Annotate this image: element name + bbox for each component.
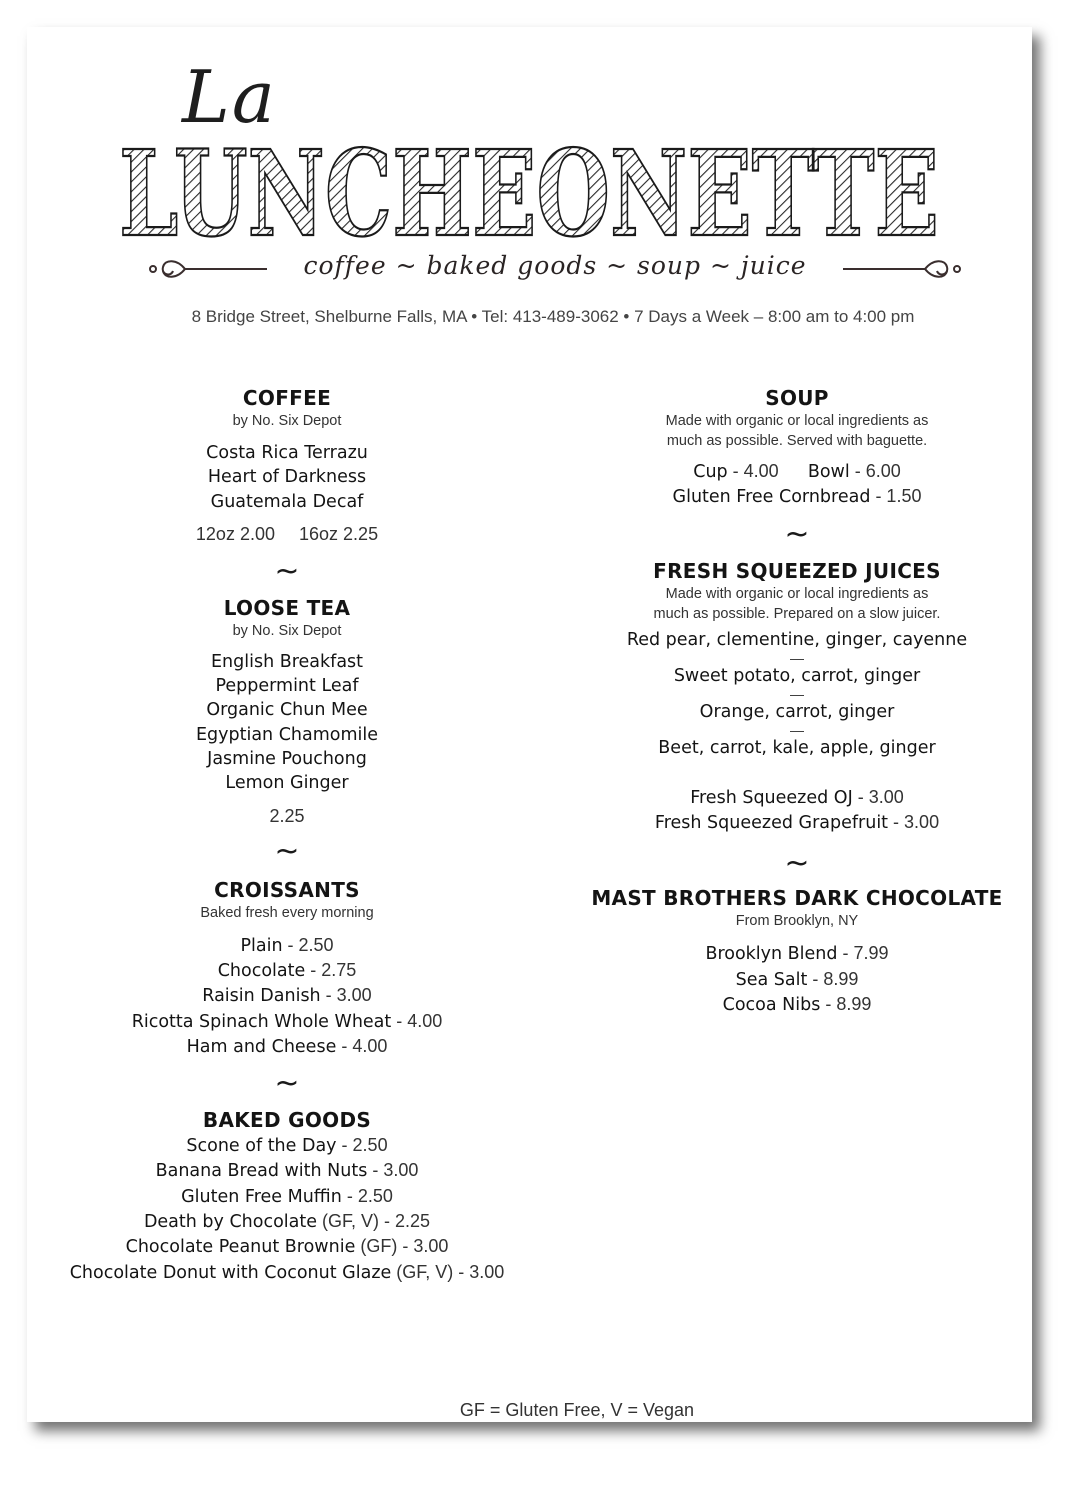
item-name: Death by Chocolate bbox=[143, 1212, 318, 1233]
juices-subtitle-line1: Made with organic or local ingredients as bbox=[665, 585, 929, 602]
item-price: - 2.75 bbox=[305, 959, 357, 980]
cup-label: Cup bbox=[693, 462, 728, 482]
chocolate-item bbox=[567, 941, 1027, 966]
baked-good-item bbox=[57, 1158, 517, 1183]
item-price: - 4.00 bbox=[391, 1010, 443, 1031]
item-name: Raisin Danish bbox=[202, 986, 321, 1007]
baked-good-item bbox=[57, 1260, 517, 1285]
baked-good-item bbox=[57, 1184, 517, 1209]
baked-good-item bbox=[57, 1133, 517, 1158]
section-separator: ~ bbox=[784, 846, 810, 882]
tea-subtitle: by No. Six Depot bbox=[232, 622, 342, 639]
item-price: - 3.00 bbox=[852, 786, 904, 807]
legend: GF = Gluten Free, V = Vegan bbox=[459, 1400, 695, 1420]
item-price: - 7.99 bbox=[837, 943, 889, 964]
croissant-item bbox=[57, 1009, 517, 1034]
menu-sheet bbox=[27, 27, 1032, 1422]
item-price: - 3.00 bbox=[320, 985, 372, 1006]
chocolate-section bbox=[567, 885, 1027, 1017]
item-name: Fresh Squeezed OJ bbox=[690, 787, 853, 808]
juice-blend: Red pear, clementine, ginger, cayenne bbox=[626, 629, 968, 650]
coffee-item: Costa Rica Terrazu bbox=[206, 443, 368, 463]
section-separator: ~ bbox=[274, 833, 300, 869]
tea-item: Peppermint Leaf bbox=[215, 676, 359, 697]
soup-subtitle-line2: much as possible. Served with baguette. bbox=[666, 433, 928, 449]
juice-divider: — bbox=[790, 686, 804, 703]
juice-blend: Sweet potato, carrot, ginger bbox=[673, 665, 921, 686]
item-name: Sea Salt bbox=[735, 969, 808, 990]
juices-title: FRESH SQUEEZED JUICES bbox=[653, 558, 941, 583]
chocolate-item bbox=[567, 992, 1027, 1017]
coffee-sizes bbox=[57, 524, 517, 545]
item-name: Gluten Free Muffin bbox=[181, 1186, 342, 1207]
juice-blend: Orange, carrot, ginger bbox=[699, 702, 895, 723]
juice-item bbox=[567, 810, 1027, 835]
chocolate-title: MAST BROTHERS DARK CHOCOLATE bbox=[591, 886, 1003, 911]
croissants-title: CROISSANTS bbox=[214, 877, 360, 902]
item-name: Brooklyn Blend bbox=[705, 944, 838, 965]
baked-good-item bbox=[57, 1234, 517, 1259]
item-price: (GF, V) - 2.25 bbox=[317, 1211, 431, 1232]
logo-wordmark-text: LUNCHEONETTE bbox=[119, 127, 939, 252]
bowl-price: - 6.00 bbox=[849, 461, 901, 481]
item-name: Chocolate bbox=[217, 960, 306, 981]
cornbread-item bbox=[567, 484, 1027, 509]
croissants-subtitle: Baked fresh every morning bbox=[200, 904, 374, 921]
baked-goods-title: BAKED GOODS bbox=[202, 1108, 372, 1133]
item-price: - 1.50 bbox=[870, 486, 922, 507]
item-name: Chocolate Peanut Brownie bbox=[125, 1237, 356, 1258]
croissant-item bbox=[57, 958, 517, 983]
juice-divider: — bbox=[790, 722, 804, 739]
item-name: Cocoa Nibs bbox=[722, 994, 821, 1015]
croissant-item bbox=[57, 933, 517, 958]
tagline-row bbox=[145, 249, 965, 289]
croissant-item bbox=[57, 1034, 517, 1059]
soup-section bbox=[567, 385, 1027, 550]
item-price: - 8.99 bbox=[820, 993, 872, 1014]
item-name: Ricotta Spinach Whole Wheat bbox=[131, 1011, 392, 1032]
item-price: - 2.50 bbox=[341, 1185, 393, 1206]
tea-title: LOOSE TEA bbox=[223, 595, 351, 620]
section-separator: ~ bbox=[274, 553, 300, 589]
soup-subtitle-line1: Made with organic or local ingredients as bbox=[665, 413, 929, 429]
juice-blend: Beet, carrot, kale, apple, ginger bbox=[658, 738, 936, 759]
coffee-title: COFFEE bbox=[242, 386, 332, 410]
item-price: - 8.99 bbox=[807, 968, 859, 989]
left-column bbox=[57, 385, 517, 1285]
tea-item: Lemon Ginger bbox=[225, 773, 349, 794]
tea-item: Jasmine Pouchong bbox=[207, 749, 367, 770]
coffee-item: Guatemala Decaf bbox=[210, 491, 364, 512]
item-name: Plain bbox=[240, 935, 283, 956]
baked-good-item bbox=[57, 1209, 517, 1234]
item-price: - 3.00 bbox=[367, 1160, 419, 1181]
item-price: (GF) - 3.00 bbox=[355, 1236, 449, 1257]
item-name: Banana Bread with Nuts bbox=[155, 1161, 368, 1182]
tea-price: 2.25 bbox=[269, 805, 305, 826]
chocolate-subtitle: From Brooklyn, NY bbox=[735, 913, 859, 930]
item-name: Gluten Free Cornbread bbox=[672, 487, 871, 508]
juices-section bbox=[567, 558, 1027, 880]
tea-item: English Breakfast bbox=[210, 651, 364, 672]
item-name: Fresh Squeezed Grapefruit bbox=[654, 813, 889, 834]
juices-subtitle-line2: much as possible. Prepared on a slow juicer. bbox=[653, 605, 941, 622]
coffee-subtitle: by No. Six Depot bbox=[232, 413, 342, 429]
tea-item: Organic Chun Mee bbox=[206, 700, 368, 721]
chocolate-item bbox=[567, 967, 1027, 992]
item-price: - 4.00 bbox=[336, 1035, 388, 1056]
item-name: Scone of the Day bbox=[186, 1136, 337, 1157]
item-price: (GF, V) - 3.00 bbox=[391, 1261, 505, 1282]
tagline: coffee ~ baked goods ~ soup ~ juice bbox=[303, 251, 807, 280]
coffee-section bbox=[57, 385, 517, 587]
croissants-section bbox=[57, 877, 517, 1102]
item-name: Ham and Cheese bbox=[186, 1036, 337, 1057]
juice-divider: — bbox=[790, 649, 804, 666]
soup-title: SOUP bbox=[765, 386, 829, 410]
right-column bbox=[567, 385, 1027, 1017]
tea-section bbox=[57, 595, 517, 867]
croissant-item bbox=[57, 983, 517, 1008]
logo-wordmark bbox=[27, 127, 1032, 256]
cup-price: - 4.00 bbox=[727, 461, 779, 481]
baked-goods-section bbox=[57, 1107, 517, 1285]
item-price: - 3.00 bbox=[888, 812, 940, 833]
bowl-label: Bowl bbox=[807, 462, 850, 482]
section-separator: ~ bbox=[274, 1066, 300, 1102]
item-price: - 2.50 bbox=[282, 934, 334, 955]
tea-item: Egyptian Chamomile bbox=[195, 724, 379, 745]
item-price: - 2.50 bbox=[336, 1135, 388, 1156]
address-line: 8 Bridge Street, Shelburne Falls, MA • Tel: 413-489-3062 • 7 Days a Week – 8:00 am to 4:00 pm bbox=[191, 307, 915, 326]
item-name: Chocolate Donut with Coconut Glaze bbox=[69, 1262, 392, 1283]
section-separator: ~ bbox=[784, 516, 810, 552]
logo-script-text: La bbox=[182, 55, 277, 139]
coffee-item: Heart of Darkness bbox=[207, 467, 367, 488]
soup-sizes bbox=[567, 459, 1027, 484]
juice-item bbox=[567, 785, 1027, 810]
coffee-size-small: 12oz 2.00 bbox=[195, 523, 275, 544]
coffee-size-large: 16oz 2.25 bbox=[299, 523, 379, 544]
